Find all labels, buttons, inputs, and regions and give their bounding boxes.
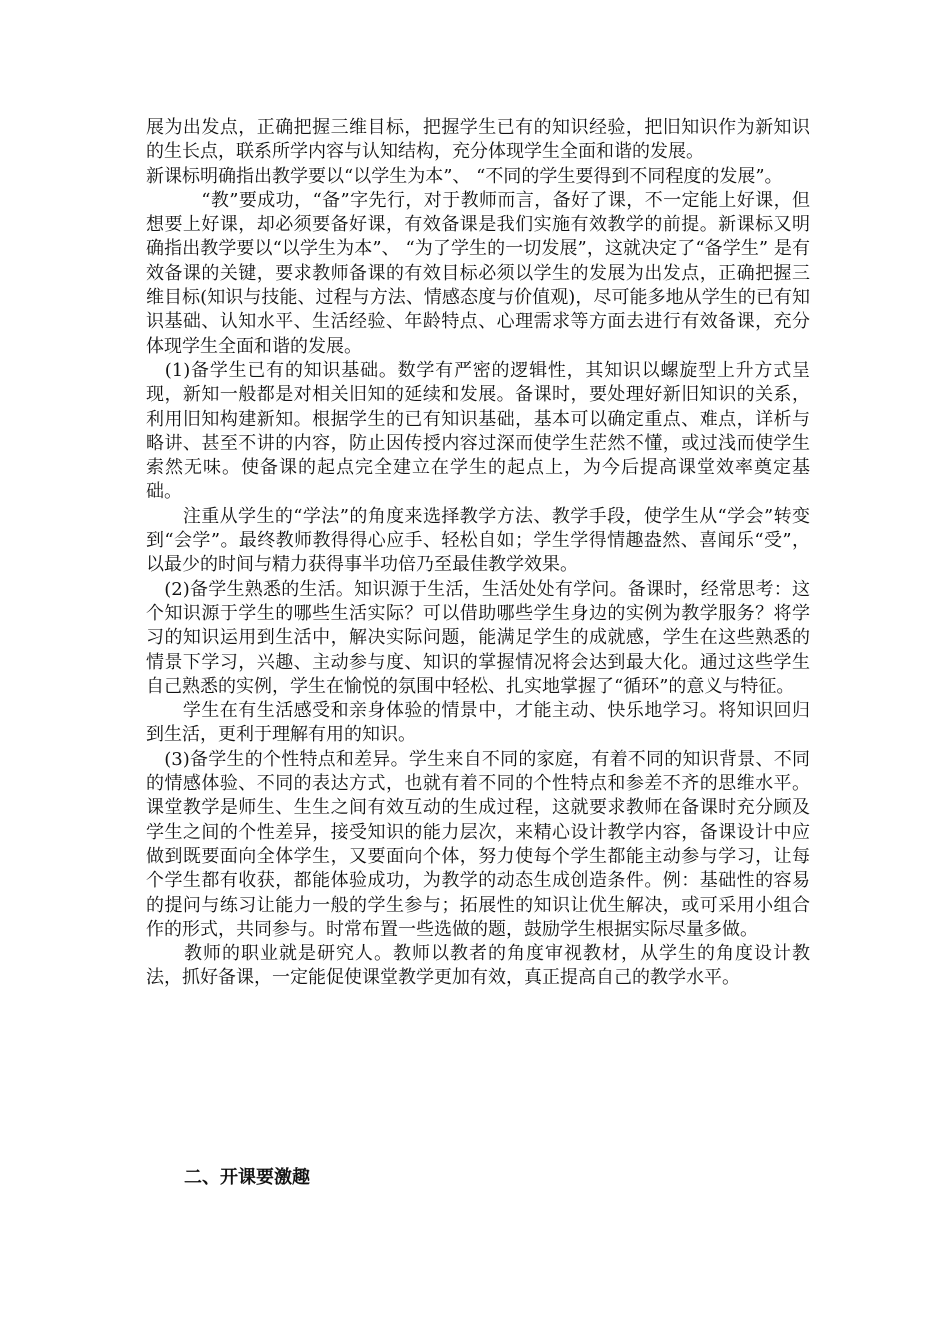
paragraph-point-1: (1)备学生已有的知识基础。数学有严密的逻辑性，其知识以螺旋型上升方式呈现，新知一般都是对相关旧知的延续和发展。备课时，要处理好新旧知识的关系，利用旧知构建新知。根据学生的已有知识基础，基本可以确定重点、难点，详析与略讲、甚至不讲的内容，防止因传授内容过深而使学生茫然不懂，或过浅而使学生索然无味。使备课的起点完全建立在学生的起点上，为今后提高课堂效率奠定基础。 [146, 359, 810, 503]
paragraph-point-3: (3)备学生的个性特点和差异。学生来自不同的家庭，有着不同的知识背景、不同的情感体验、不同的表达方式，也就有着不同的个性特点和参差不齐的思维水平。课堂教学是师生、生生之间有效互动的生成过程，这就要求教师在备课时充分顾及学生之间的个性差异，接受知识的能力层次，来精心设计教学内容，备课设计中应做到既要面向全体学生，又要面向个体，努力使每个学生都能主动参与学习，让每个学生都有收获，都能体验成功，为教学的动态生成创造条件。例：基础性的容易的提问与练习让能力一般的学生参与；拓展性的知识让优生解决，或可采用小组合作的形式，共同参与。时常布置一些选做的题，鼓励学生根据实际尽量多做。 [146, 748, 810, 940]
paragraph-continuation: 展为出发点，正确把握三维目标，把握学生已有的知识经验，把旧知识作为新知识的生长点，联系所学内容与认知结构，充分体现学生全面和谐的发展。 [146, 117, 810, 163]
paragraph-point-2: (2)备学生熟悉的生活。知识源于生活，生活处处有学问。备课时，经常思考：这个知识源于学生的哪些生活实际？可以借助哪些学生身边的实例为教学服务？将学习的知识运用到生活中，解决实际问题，能满足学生的成就感，学生在这些熟悉的情景下学习，兴趣、主动参与度、知识的掌握情况将会达到最大化。通过这些学生自己熟悉的实例，学生在愉悦的氛围中轻松、扎实地掌握了“循环”的意义与特征。 [146, 578, 810, 697]
section-heading: 二、开课要激趣 [184, 1167, 310, 1188]
paragraph-lesson-preparation: “教”要成功，“备”字先行，对于教师而言，备好了课，不一定能上好课，但想要上好课，却必须要备好课，有效备课是我们实施有效教学的前提。新课标又明确指出教学要以“以学生为本”、 “为了学生的一切发展”，这就决定了“备学生” 是有效备课的关键，要求教师备课的有效目标必须以学生的发展为出发点，正确把握三维目标(知识与技能、过程与方法、情感态度与价值观)，尽可能多地从学生的已有知识基础、认知水平、生活经验、年龄特点、心理需求等方面去进行有效备课，充分体现学生全面和谐的发展。 [146, 189, 810, 357]
paragraph-curriculum-standard: 新课标明确指出教学要以“以学生为本”、 “不同的学生要得到不同程度的发展”。 [146, 165, 783, 187]
document-body [146, 116, 810, 991]
paragraph-learning-methods: 注重从学生的“学法”的角度来选择教学方法、教学手段，使学生从“学会”转变到“会学”。最终教师教得得心应手、轻松自如；学生学得情趣盎然、喜闻乐“受”，以最少的时间与精力获得事半功倍乃至最佳教学效果。 [146, 505, 810, 576]
paragraph-life-experience: 学生在有生活感受和亲身体验的情景中，才能主动、快乐地学习。将知识回归到生活，更利于理解有用的知识。 [146, 700, 810, 746]
paragraph-conclusion: 教师的职业就是研究人。教师以教者的角度审视教材，从学生的角度设计教法，抓好备课，一定能促使课堂教学更加有效，真正提高自己的教学水平。 [146, 943, 810, 989]
